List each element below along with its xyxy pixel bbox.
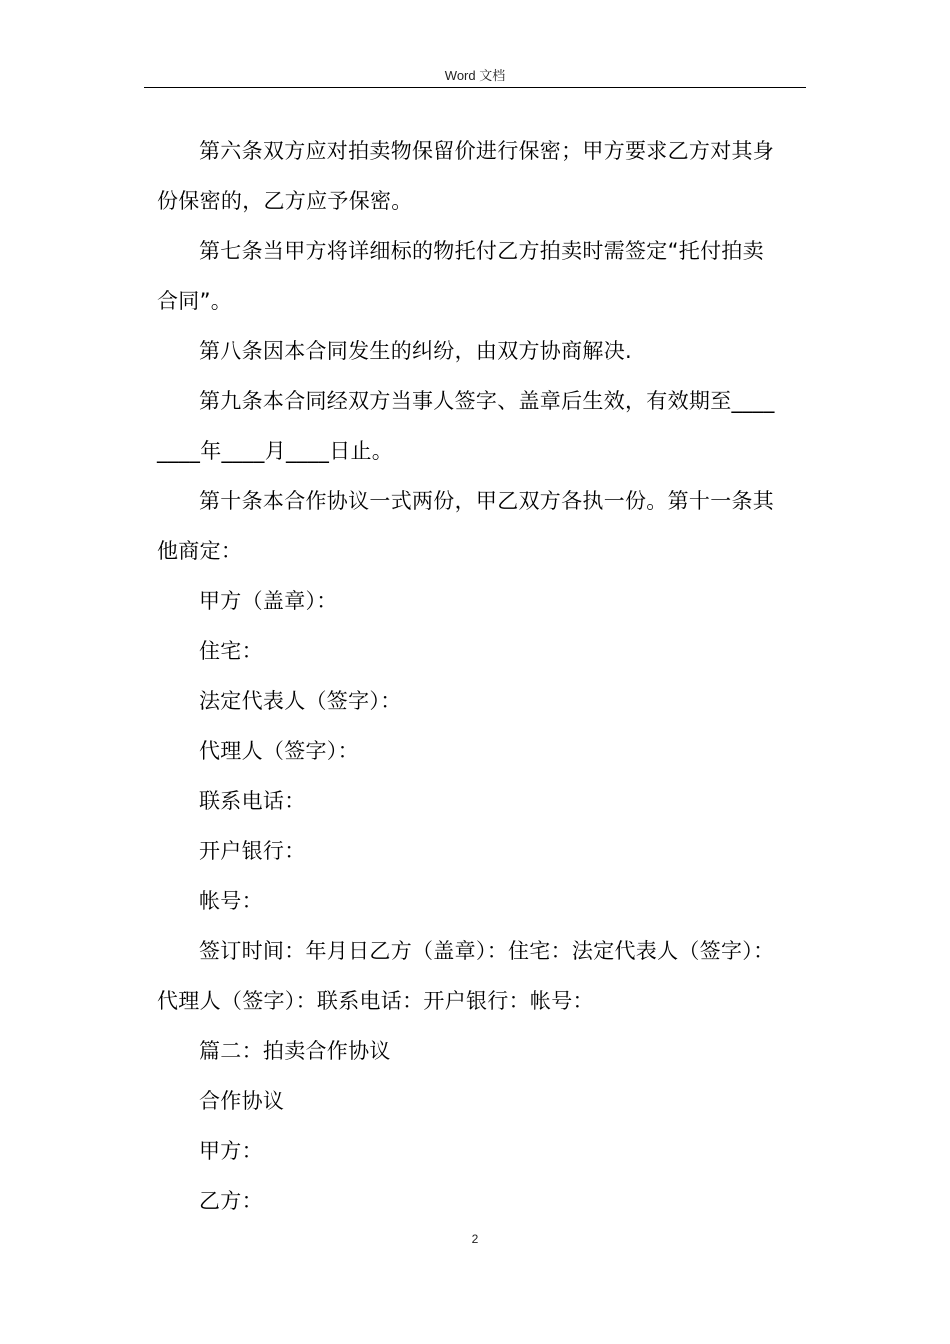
party-a-address	[178, 626, 818, 676]
paragraph-line-continued: 他商定：	[157, 539, 243, 563]
signing-and-party-b	[157, 926, 818, 1026]
paragraph-line: 代理人（签字）：	[199, 739, 359, 763]
section-heading	[178, 1026, 818, 1076]
party-a-bank	[178, 826, 818, 876]
paragraph-line: 帐号：	[199, 889, 263, 913]
paragraph-line-continued: 代理人（签字）：联系电话：开户银行：帐号：	[157, 989, 594, 1013]
paragraph-article-7	[157, 226, 818, 326]
paragraph-line-continued: 合同”。	[157, 289, 233, 313]
paragraph-line: 篇二：拍卖合作协议	[199, 1039, 391, 1063]
party-a-agent	[178, 726, 818, 776]
paragraph-line: 第八条因本合同发生的纠纷，由双方协商解决.	[199, 339, 632, 363]
paragraph-line: 第九条本合同经双方当事人签字、盖章后生效，有效期至____	[199, 389, 775, 413]
paragraph-line: 签订时间：年月日乙方（盖章）：住宅：法定代表人（签字）：	[199, 939, 775, 963]
page-header: Word 文档	[444, 68, 506, 83]
header-divider	[144, 87, 806, 88]
paragraph-line: 法定代表人（签字）：	[199, 689, 402, 713]
document-body	[157, 126, 818, 1226]
party-a-account	[178, 876, 818, 926]
party-b-label	[178, 1176, 818, 1226]
paragraph-article-6	[157, 126, 818, 226]
paragraph-line: 开户银行：	[199, 839, 306, 863]
party-a-label	[178, 1126, 818, 1176]
paragraph-line: 联系电话：	[199, 789, 306, 813]
party-a-phone	[178, 776, 818, 826]
page-number: 2	[471, 1232, 479, 1246]
paragraph-line: 甲方（盖章）：	[199, 589, 338, 613]
paragraph-line: 第十条本合作协议一式两份，甲乙双方各执一份。第十一条其	[199, 489, 775, 513]
paragraph-article-8	[178, 326, 818, 376]
paragraph-article-9	[157, 376, 818, 476]
paragraph-article-10	[157, 476, 818, 576]
document-title	[178, 1076, 818, 1126]
party-a-seal	[178, 576, 818, 626]
paragraph-line: 合作协议	[199, 1089, 285, 1113]
party-a-legal-rep	[178, 676, 818, 726]
paragraph-line: 乙方：	[199, 1189, 263, 1213]
paragraph-line: 住宅：	[199, 639, 263, 663]
paragraph-line: 第七条当甲方将详细标的物托付乙方拍卖时需签定“托付拍卖	[199, 239, 764, 263]
paragraph-line-continued: ____年____月____日止。	[157, 439, 394, 463]
paragraph-line: 第六条双方应对拍卖物保留价进行保密；甲方要求乙方对其身	[199, 139, 775, 163]
paragraph-line-continued: 份保密的，乙方应予保密。	[157, 189, 413, 213]
paragraph-line: 甲方：	[199, 1139, 263, 1163]
